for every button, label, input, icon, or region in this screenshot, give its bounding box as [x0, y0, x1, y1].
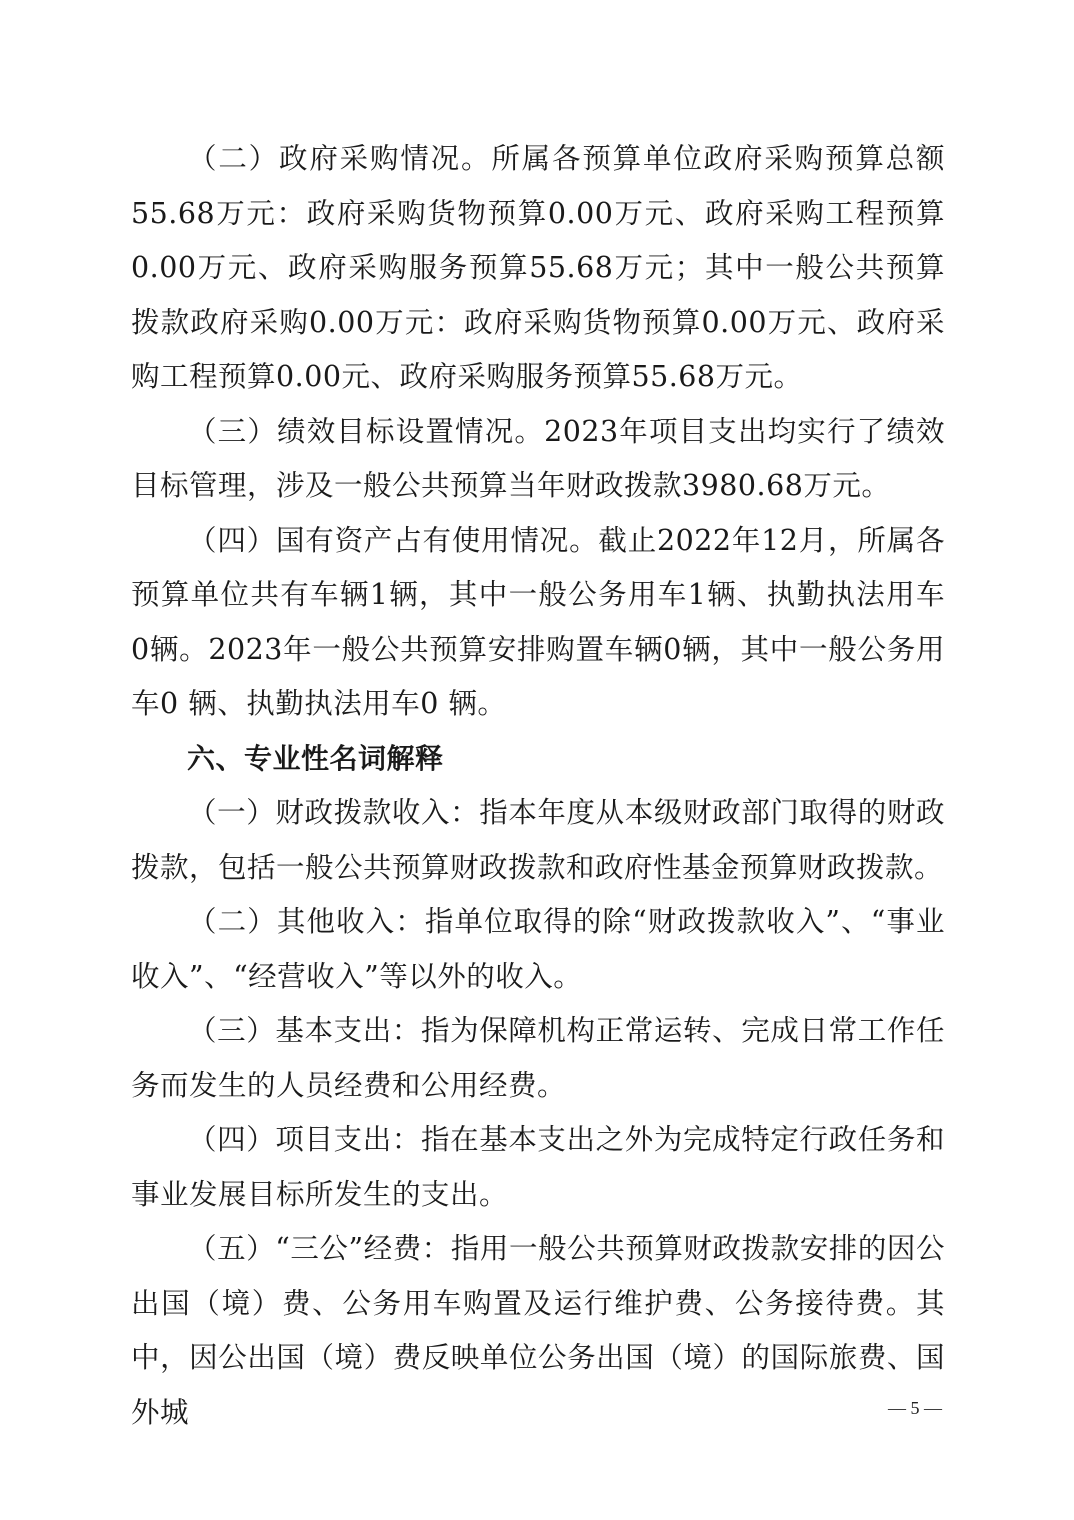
paragraph-basic-expenditure: （三）基本支出：指为保障机构正常运转、完成日常工作任务而发生的人员经费和公用经费。	[131, 1014, 945, 1102]
paragraph-performance-targets: （三）绩效目标设置情况。2023年项目支出均实行了绩效目标管理，涉及一般公共预算当年财政拨款3980.68万元。	[131, 414, 945, 502]
paragraph-three-public-expenses: （五）“三公”经费：指用一般公共预算财政拨款安排的因公出国（境）费、公务用车购置及运行维护费、公务接待费。其中，因公出国（境）费反映单位公务出国（境）的国际旅费、国外城	[131, 1232, 945, 1429]
paragraph-project-expenditure: （四）项目支出：指在基本支出之外为完成特定行政任务和事业发展目标所发生的支出。	[131, 1123, 945, 1211]
document-body	[131, 132, 945, 1440]
section-heading: 六、专业性名词解释	[187, 741, 444, 775]
paragraph-fiscal-appropriation-income: （一）财政拨款收入：指本年度从本级财政部门取得的财政拨款，包括一般公共预算财政拨款和政府性基金预算财政拨款。	[131, 796, 945, 884]
paragraph-government-procurement: （二）政府采购情况。所属各预算单位政府采购预算总额55.68万元：政府采购货物预算0.00万元、政府采购工程预算0.00万元、政府采购服务预算55.68万元；其中一般公共预算拨款政府采购0.00万元：政府采购货物预算0.00万元、政府采购工程预算0.00元、政府采购服务预算55.68万元。	[131, 142, 945, 393]
paragraph-other-income: （二）其他收入：指单位取得的除“财政拨款收入”、“事业收入”、“经营收入”等以外的收入。	[131, 905, 945, 993]
paragraph-state-assets: （四）国有资产占有使用情况。截止2022年12月，所属各预算单位共有车辆1辆，其中一般公务用车1辆、执勤执法用车 0辆。2023年一般公共预算安排购置车辆0辆，其中一般公务用车0 辆、执勤执法用车0 辆。	[131, 523, 945, 720]
page-number: — 5 —	[888, 1398, 942, 1418]
